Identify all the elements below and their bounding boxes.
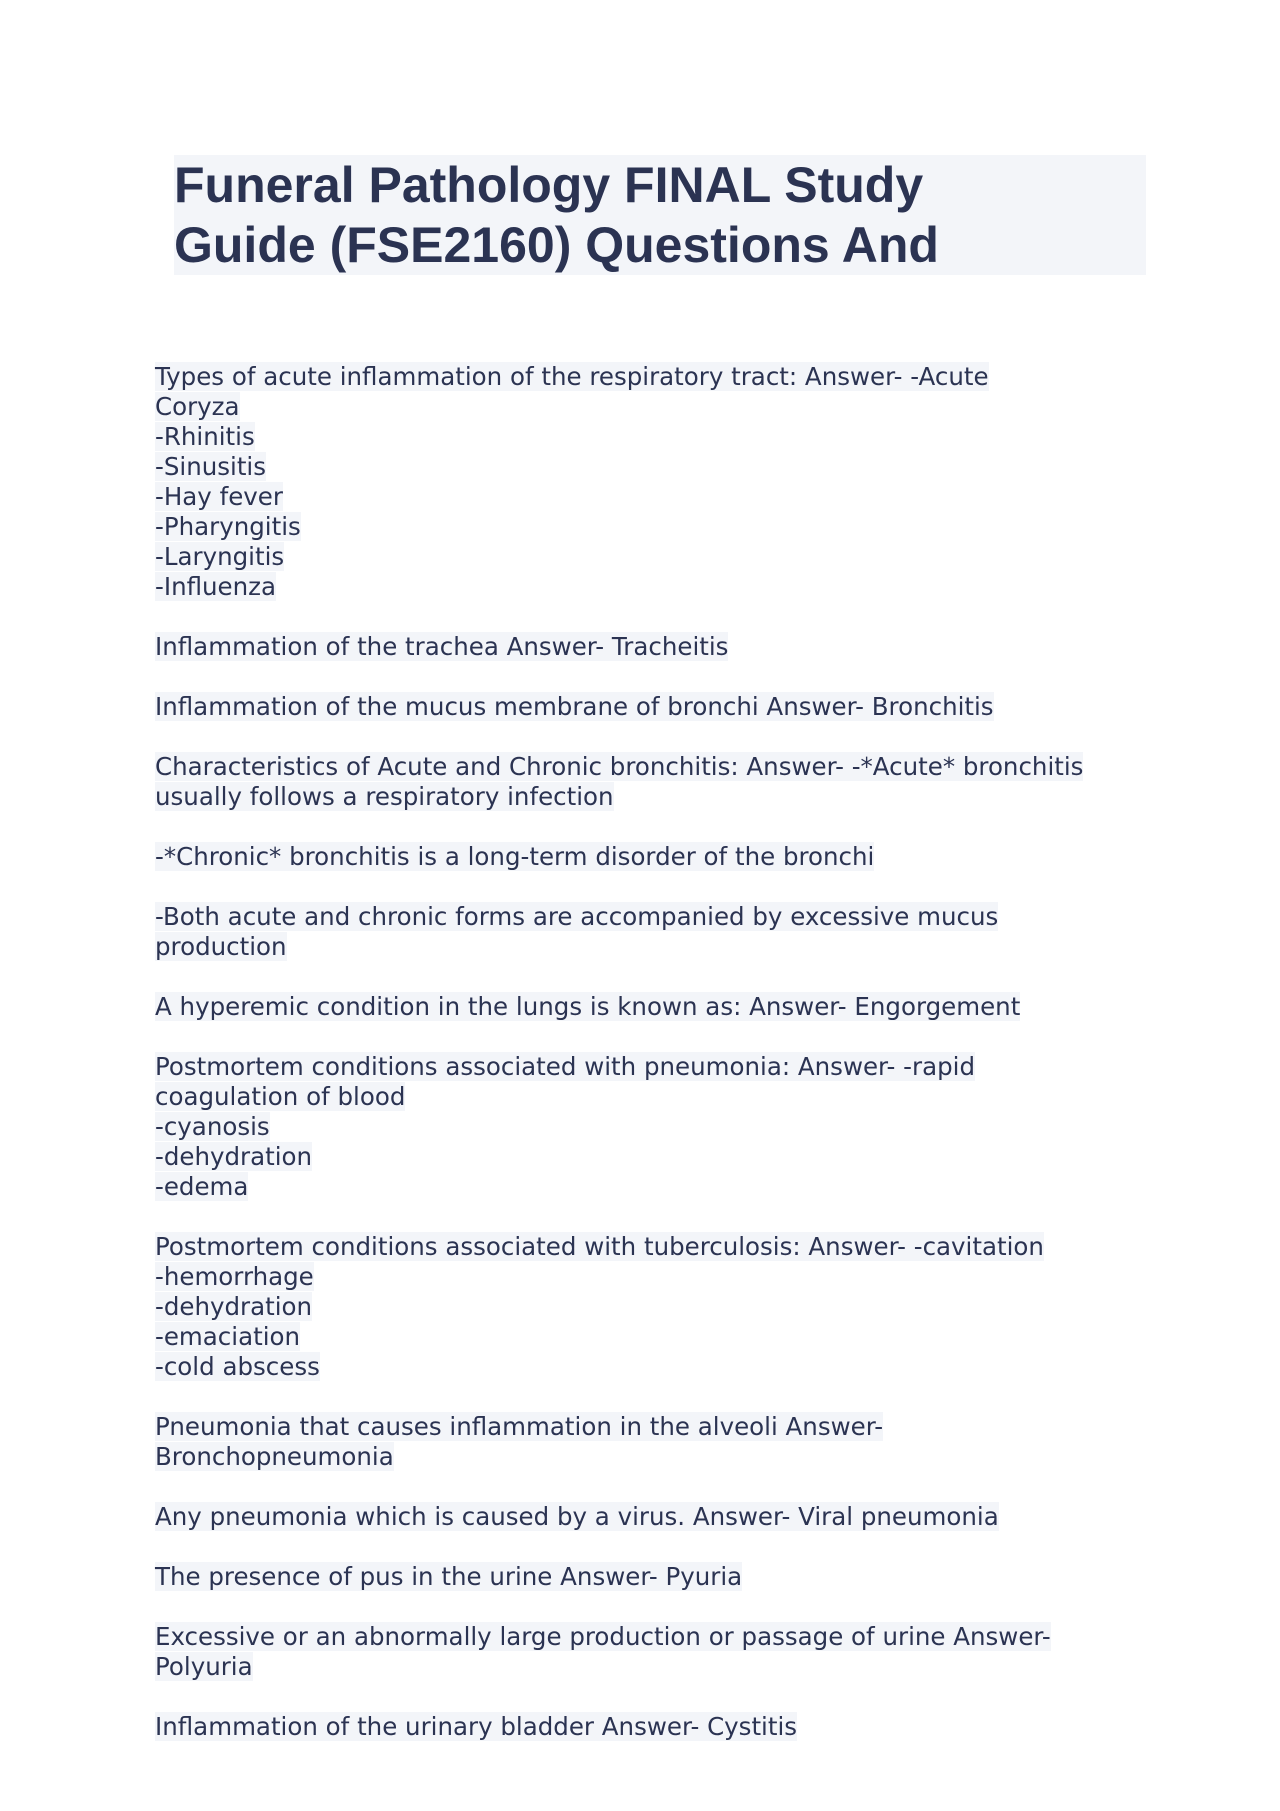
qa-line	[155, 542, 1145, 572]
qa-line-text: -edema	[155, 1172, 249, 1201]
qa-line-text: Inflammation of the mucus membrane of bronchi Answer- Bronchitis	[155, 692, 994, 721]
qa-line-text: Postmortem conditions associated with pneumonia: Answer- -rapid	[155, 1052, 976, 1081]
qa-line	[155, 842, 1145, 872]
qa-line-text: -Rhinitis	[155, 422, 255, 451]
qa-line-text: -Both acute and chronic forms are accompanied by excessive mucus	[155, 902, 999, 931]
qa-item	[155, 1232, 1145, 1382]
qa-line	[155, 1052, 1145, 1082]
qa-line-text: production	[155, 932, 287, 961]
qa-line-text: -cyanosis	[155, 1112, 270, 1141]
qa-line	[155, 752, 1145, 782]
qa-item	[155, 842, 1145, 872]
qa-item	[155, 902, 1145, 962]
document-title	[174, 155, 1146, 275]
qa-line	[155, 1172, 1145, 1202]
qa-item	[155, 1622, 1145, 1682]
title-line: Guide (FSE2160) Questions And	[174, 217, 939, 273]
qa-line	[155, 992, 1145, 1022]
qa-line-text: Characteristics of Acute and Chronic bronchitis: Answer- -*Acute* bronchitis	[155, 752, 1084, 781]
qa-line-text: Polyuria	[155, 1652, 253, 1681]
qa-line	[155, 1232, 1145, 1262]
qa-line	[155, 632, 1145, 662]
qa-line-text: Coryza	[155, 392, 240, 421]
qa-line	[155, 1622, 1145, 1652]
qa-line-text: Excessive or an abnormally large production or passage of urine Answer-	[155, 1622, 1051, 1651]
qa-line-text: Types of acute inflammation of the respiratory tract: Answer- -Acute	[155, 362, 989, 391]
qa-line	[155, 1112, 1145, 1142]
qa-line-text: Bronchopneumonia	[155, 1442, 394, 1471]
qa-line	[155, 1352, 1145, 1382]
qa-line-text: A hyperemic condition in the lungs is known as: Answer- Engorgement	[155, 992, 1021, 1021]
qa-line	[155, 422, 1145, 452]
qa-item	[155, 1412, 1145, 1472]
qa-line	[155, 1262, 1145, 1292]
qa-item	[155, 1562, 1145, 1592]
qa-line-text: -hemorrhage	[155, 1262, 314, 1291]
qa-line-text: -Laryngitis	[155, 542, 285, 571]
qa-line-text: -Sinusitis	[155, 452, 267, 481]
qa-line-text: Pneumonia that causes inflammation in the alveoli Answer-	[155, 1412, 884, 1441]
qa-item	[155, 632, 1145, 662]
qa-line	[155, 452, 1145, 482]
qa-line-text: -Influenza	[155, 572, 277, 601]
qa-line	[155, 1562, 1145, 1592]
qa-line-text: Inflammation of the urinary bladder Answer- Cystitis	[155, 1712, 798, 1741]
qa-line-text: Postmortem conditions associated with tuberculosis: Answer- -cavitation	[155, 1232, 1044, 1261]
qa-item	[155, 1052, 1145, 1202]
qa-line-text: usually follows a respiratory infection	[155, 782, 614, 811]
qa-line-text: The presence of pus in the urine Answer- Pyuria	[155, 1562, 743, 1591]
qa-line-text: -emaciation	[155, 1322, 301, 1351]
qa-line	[155, 932, 1145, 962]
qa-line-text: Any pneumonia which is caused by a virus. Answer- Viral pneumonia	[155, 1502, 999, 1531]
qa-line-text: -dehydration	[155, 1142, 313, 1171]
qa-item	[155, 362, 1145, 602]
qa-line	[155, 902, 1145, 932]
qa-line-text: -Pharyngitis	[155, 512, 301, 541]
qa-line-text: coagulation of blood	[155, 1082, 406, 1111]
qa-line	[155, 392, 1145, 422]
qa-line	[155, 1292, 1145, 1322]
qa-line-text: -*Chronic* bronchitis is a long-term disorder of the bronchi	[155, 842, 875, 871]
qa-item	[155, 692, 1145, 722]
qa-item	[155, 1712, 1145, 1742]
title-line: Funeral Pathology FINAL Study	[174, 157, 924, 213]
qa-line	[155, 572, 1145, 602]
qa-line	[155, 692, 1145, 722]
qa-item	[155, 752, 1145, 812]
qa-line	[155, 1142, 1145, 1172]
qa-line-text: -cold abscess	[155, 1352, 320, 1381]
qa-item	[155, 1502, 1145, 1532]
qa-line	[155, 1712, 1145, 1742]
qa-line-text: -dehydration	[155, 1292, 313, 1321]
qa-line	[155, 1502, 1145, 1532]
qa-line	[155, 1442, 1145, 1472]
qa-line	[155, 782, 1145, 812]
qa-line	[155, 1652, 1145, 1682]
qa-list	[155, 362, 1145, 1772]
qa-line	[155, 482, 1145, 512]
qa-line-text: -Hay fever	[155, 482, 283, 511]
qa-item	[155, 992, 1145, 1022]
qa-line-text: Inflammation of the trachea Answer- Tracheitis	[155, 632, 729, 661]
qa-line	[155, 1322, 1145, 1352]
qa-line	[155, 362, 1145, 392]
qa-line	[155, 1412, 1145, 1442]
qa-line	[155, 1082, 1145, 1112]
qa-line	[155, 512, 1145, 542]
